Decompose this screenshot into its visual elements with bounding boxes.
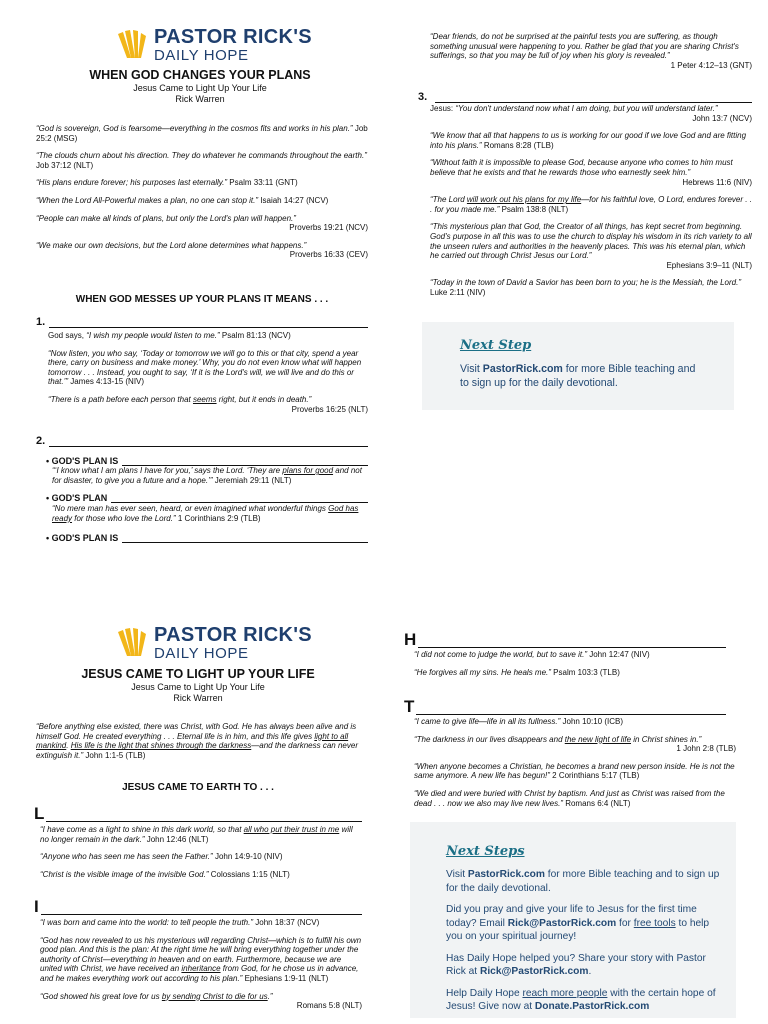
next-steps-p1: Visit PastorRick.com for more Bible teaching and to sign up for the daily devotional.: [446, 869, 720, 894]
quote: “We know that all that happens to us is working for our good if we love God and are fitting into his plans.” Romans 8:28 (TLB): [430, 131, 747, 150]
quote: “When anyone becomes a Christian, he becomes a brand new person inside. He is not the same anymore. A new life has begun!” 2 Corinthians 5:17 (TLB): [414, 761, 735, 781]
quote: Jesus: “You don't understand now what I am doing, but you will understand later.” John 13:7 (NCV): [430, 104, 752, 123]
reach-more-link[interactable]: reach more people: [522, 987, 608, 999]
brand-line1: PASTOR RICK'S: [154, 624, 312, 646]
quote: “We make our own decisions, but the Lord alone determines what happens.” Proverbs 16:33 (CEV): [36, 240, 368, 260]
page-author: Rick Warren: [173, 693, 223, 703]
quote: “Christ is the visible image of the invisible God.” Colossians 1:15 (NLT): [40, 869, 290, 879]
brand-logo: [116, 27, 312, 63]
quote: “When the Lord All-Powerful makes a plan, no one can stop it.” Isaiah 14:27 (NCV): [36, 195, 329, 205]
quote: “Before anything else existed, there was Christ, with God. He has always been alive and is himself God. He created everything . . . Eternal life is in him, and this life gives light to all mankind. His life is the light that shines through the darkness—and the darkness can never extinguish it.” John 1:1-5 (TLB): [36, 722, 358, 760]
fill-in-line[interactable]: [122, 533, 368, 543]
brand-logo: [116, 625, 312, 661]
bullet-1-quote: [52, 466, 368, 493]
right-top-quote: [430, 32, 752, 78]
site-link[interactable]: PastorRick.com: [467, 869, 545, 880]
section-heading: JESUS CAME TO EARTH TO . . .: [122, 782, 274, 793]
intro-quotes: [36, 124, 368, 268]
quote: “The darkness in our lives disappears and the new light of life in Christ shines in.” 1 John 2:8 (TLB): [414, 734, 736, 754]
section-heading: WHEN GOD MESSES UP YOUR PLANS IT MEANS . . .: [75, 294, 329, 305]
quote: “People can make all kinds of plans, but only the Lord's plan will happen.” Proverbs 19:21 (NCV): [36, 213, 368, 233]
quote: God says, “I wish my people would listen to me.” Psalm 81:13 (NCV): [48, 331, 291, 340]
free-tools-link[interactable]: free tools: [633, 917, 676, 929]
next-steps-text: [446, 868, 722, 1022]
fill-in-line[interactable]: [435, 92, 752, 103]
quote: “Without faith it is impossible to please God, because anyone who comes to him must believe that he exists and that he rewards those who earnestly seek him.” Hebrews 11:6 (NIV): [430, 158, 752, 187]
next-step-box: [422, 322, 734, 410]
quote: “I was born and came into the world: to tell people the truth.” John 18:37 (NCV): [40, 918, 320, 927]
fill-in-line[interactable]: [418, 634, 726, 648]
brand-line2: DAILY HOPE: [154, 47, 249, 64]
fill-in-line[interactable]: [49, 317, 368, 328]
quote: “I came to give life—life in all its fullness.” John 10:10 (ICB): [414, 717, 623, 726]
blank-2: 2.: [36, 435, 368, 447]
quote: “There is a path before each person that seems right, but it ends in death.” Proverbs 16:25 (NLT): [48, 394, 368, 414]
fill-in-line[interactable]: [49, 436, 368, 447]
quote: “No mere man has ever seen, heard, or even imagined what wonderful things God has ready for those who love the Lord.” 1 Corinthians 2:9 (TLB): [52, 504, 359, 523]
blank-3: 3.: [418, 91, 752, 103]
page-author: Rick Warren: [175, 94, 225, 104]
sun-rays-icon: [116, 628, 148, 658]
fill-in-line[interactable]: [416, 701, 726, 715]
quote: “I have come as a light to shine in this dark world, so that all who put their trust in me will no longer remain in the dark.” John 12:46 (NLT): [40, 825, 353, 844]
gods-plan-is-3: • GOD'S PLAN IS: [46, 533, 368, 543]
next-steps-title: Next Steps: [446, 844, 525, 859]
donate-link[interactable]: Donate.PastorRick.com: [534, 1001, 650, 1012]
I-quotes: [40, 918, 362, 1019]
quote: “We died and were buried with Christ by baptism. And just as Christ was raised from the dead . . . now we also may live new lives.” Romans 6:4 (NLT): [414, 788, 725, 808]
next-step-text: Visit PastorRick.com for more Bible teaching and to sign up for the daily devotional.: [460, 363, 696, 389]
blank-H: H: [404, 630, 726, 650]
point-1-quotes: [48, 331, 368, 422]
next-steps-p4: Help Daily Hope reach more people with the certain hope of Jesus! Give now at Donate.PastorRick.com: [446, 987, 716, 1012]
fill-in-line[interactable]: [41, 901, 362, 915]
site-link[interactable]: PastorRick.com: [482, 363, 563, 375]
quote: “Today in the town of David a Savior has been born to you; he is the Messiah, the Lord.” Luke 2:11 (NIV): [430, 278, 741, 297]
page-subtitle: Jesus Came to Light Up Your Life: [133, 83, 267, 93]
quote: “The Lord will work out his plans for my life—for his faithful love, O Lord, endures forever . . . for you made me.” Psalm 138:8 (NLT): [430, 195, 752, 214]
intro-quote: [36, 722, 368, 768]
quote: “‘I know what I am plans I have for you,’ says the Lord. ‘They are plans for good and not for disaster, to give you a future and a hope.’” Jeremiah 29:11 (NLT): [52, 466, 362, 485]
page-title: JESUS CAME TO LIGHT UP YOUR LIFE: [81, 667, 315, 681]
blank-T: T: [404, 697, 726, 717]
email-link[interactable]: Rick@PastorRick.com: [507, 917, 617, 929]
quote: “God is sovereign, God is fearsome—everything in the cosmos fits and works in his plan.” Job 25:2 (MSG): [36, 124, 368, 143]
email-link[interactable]: Rick@PastorRick.com: [479, 966, 589, 977]
fill-in-line[interactable]: [122, 456, 368, 466]
quote: “I did not come to judge the world, but to save it.” John 12:47 (NIV): [414, 650, 650, 659]
bullet-2-quote: [52, 504, 368, 531]
point-3-quotes: [430, 104, 752, 306]
quote: “He forgives all my sins. He heals me.” Psalm 103:3 (TLB): [414, 667, 620, 677]
T-quotes: [414, 717, 736, 816]
L-quotes: [40, 825, 362, 887]
next-step-title: Next Step: [460, 338, 532, 353]
quote: “God has now revealed to us his mysterious will regarding Christ—which is to fulfill his own good plan. And this is the plan: At the right time he will bring everything together under the authority of Christ—everything in heaven and on earth. Furthermore, because we are united with Christ, we have received an inheritance from God, for he chose us in advance, and he makes everything work out according to his plan.” Ephesians 1:9-11 (NLT): [40, 935, 362, 983]
next-steps-p3: Has Daily Hope helped you? Share your story with Pastor Rick at Rick@PastorRick.com.: [446, 952, 706, 977]
next-steps-p2: Did you pray and give your life to Jesus for the first time today? Email Rick@PastorRick.com for free tools to help you on your spiritual journey!: [446, 904, 710, 942]
quote: “Anyone who has seen me has seen the Father.” John 14:9-10 (NIV): [40, 852, 283, 862]
blank-I: I: [34, 897, 362, 917]
quote: “The clouds churn about his direction. They do whatever he commands throughout the earth.” Job 37:12 (NLT): [36, 151, 367, 170]
brand-line2: DAILY HOPE: [154, 645, 249, 662]
quote: “God showed his great love for us by sending Christ to die for us.” Romans 5:8 (NLT): [40, 991, 362, 1011]
fill-in-line[interactable]: [46, 808, 362, 822]
gods-plan-2: • GOD'S PLAN: [46, 493, 368, 503]
quote: “Now listen, you who say, ‘Today or tomorrow we will go to this or that city, spend a year there, carry on business and make money.’ Why, you do not even know what will happen tomorrow . . . Instead, you ought to say, ‘If it is the Lord's will, we will live and do this or that.’” James 4:13-15 (NIV): [48, 348, 362, 387]
sun-rays-icon: [116, 30, 148, 60]
page-subtitle: Jesus Came to Light Up Your Life: [131, 682, 265, 692]
fill-in-line[interactable]: [111, 493, 368, 503]
brand-line1: PASTOR RICK'S: [154, 26, 312, 48]
blank-L: L: [34, 804, 362, 824]
gods-plan-is-1: • GOD'S PLAN IS: [46, 456, 368, 466]
quote: “His plans endure forever; his purposes last eternally.” Psalm 33:11 (GNT): [36, 178, 298, 188]
page-title: WHEN GOD CHANGES YOUR PLANS: [89, 68, 311, 82]
H-quotes: [414, 650, 736, 685]
next-steps-box: [410, 822, 736, 1018]
quote: “This mysterious plan that God, the Creator of all things, has kept secret from beginning. God's purpose in all this was to use the church to display his wisdom in its rich variety to all the unseen rulers and authorities in the heavenly places. This was his eternal plan, which he carried out through Christ Jesus our Lord.” Ephesians 3:9–11 (NLT): [430, 222, 752, 270]
quote: “Dear friends, do not be surprised at the painful tests you are suffering, as though something unusual were happening to you. Rather be glad that you are sharing Christ's sufferings, so that you may be full of joy when his glory is revealed.” 1 Peter 4:12–13 (GNT): [430, 32, 752, 70]
blank-1: 1.: [36, 316, 368, 328]
